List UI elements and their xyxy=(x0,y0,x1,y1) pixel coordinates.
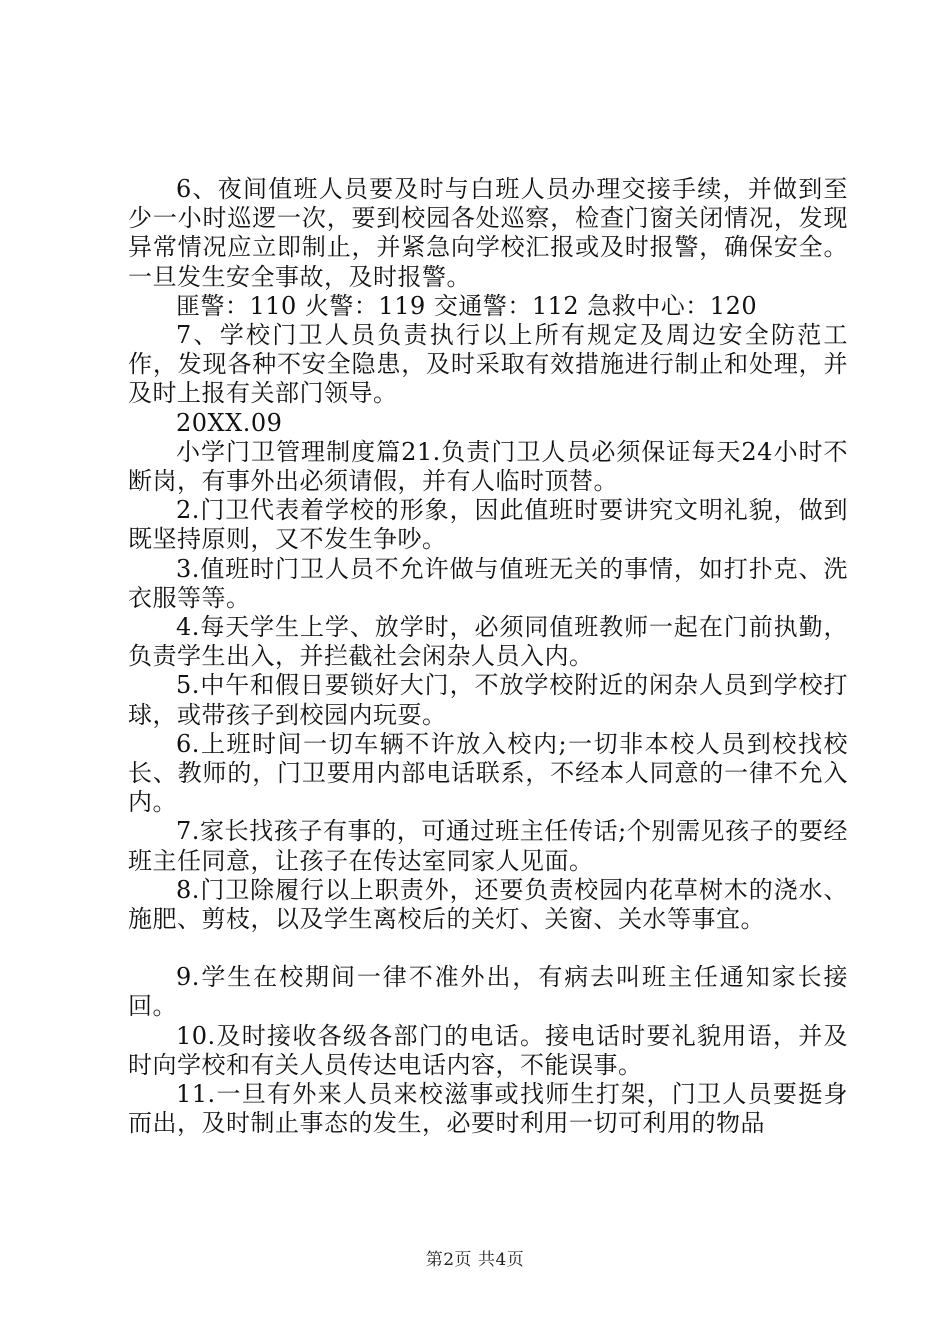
paragraph-rule-9: 9.学生在校期间一律不准外出，有病去叫班主任通知家长接回。 xyxy=(128,963,848,1021)
paragraph-rule-6: 6.上班时间一切车辆不许放入校内;一切非本校人员到校找校长、教师的，门卫要用内部电话联系，不经本人同意的一律不允入内。 xyxy=(128,729,848,817)
paragraph-rule-5: 5.中午和假日要锁好大门，不放学校附近的闲杂人员到学校打球，或带孩子到校园内玩耍。 xyxy=(128,671,848,729)
paragraph-rule-4: 4.每天学生上学、放学时，必须同值班教师一起在门前执勤，负责学生出入，并拦截社会闲杂人员入内。 xyxy=(128,613,848,671)
paragraph-rule-7: 7.家长找孩子有事的，可通过班主任传话;个别需见孩子的要经班主任同意，让孩子在传达室同家人见面。 xyxy=(128,817,848,875)
paragraph-rule-3: 3.值班时门卫人员不允许做与值班无关的事情，如打扑克、洗衣服等等。 xyxy=(128,554,848,612)
paragraph-rule-2: 2.门卫代表着学校的形象，因此值班时要讲究文明礼貌，做到既坚持原则，又不发生争吵。 xyxy=(128,496,848,554)
paragraph-night-duty: 6、夜间值班人员要及时与白班人员办理交接手续，并做到至少一小时巡逻一次，要到校园各处巡察，检查门窗关闭情况，发现异常情况应立即制止，并紧急向学校汇报或及时报警，确保安全。一旦发生安全事故，及时报警。 xyxy=(128,175,848,291)
paragraph-rule-8: 8.门卫除履行以上职责外，还要负责校园内花草树木的浇水、施肥、剪枝，以及学生离校后的关灯、关窗、关水等事宜。 xyxy=(128,875,848,934)
paragraph-emergency-numbers: 匪警：110 火警：119 交通警：112 急救中心：120 xyxy=(176,291,758,320)
page-number-footer: 第2页 共4页 xyxy=(425,1250,525,1270)
paragraph-rule-11: 11.一旦有外来人员来校滋事或找师生打架，门卫人员要挺身而出，及时制止事态的发生，必要时利用一切可利用的物品 xyxy=(128,1080,848,1138)
paragraph-rule-10: 10.及时接收各级各部门的电话。接电话时要礼貌用语，并及时向学校和有关人员传达电话内容，不能误事。 xyxy=(128,1021,848,1079)
paragraph-date: 20XX.09 xyxy=(176,408,283,437)
document-body xyxy=(128,175,848,1139)
paragraph-gatekeeper-responsibility: 7、学校门卫人员负责执行以上所有规定及周边安全防范工作，发现各种不安全隐患，及时采取有效措施进行制止和处理，并及时上报有关部门领导。 xyxy=(128,321,848,408)
paragraph-rule-1: 小学门卫管理制度篇21.负责门卫人员必须保证每天24小时不断岗，有事外出必须请假，并有人临时顶替。 xyxy=(128,437,848,496)
